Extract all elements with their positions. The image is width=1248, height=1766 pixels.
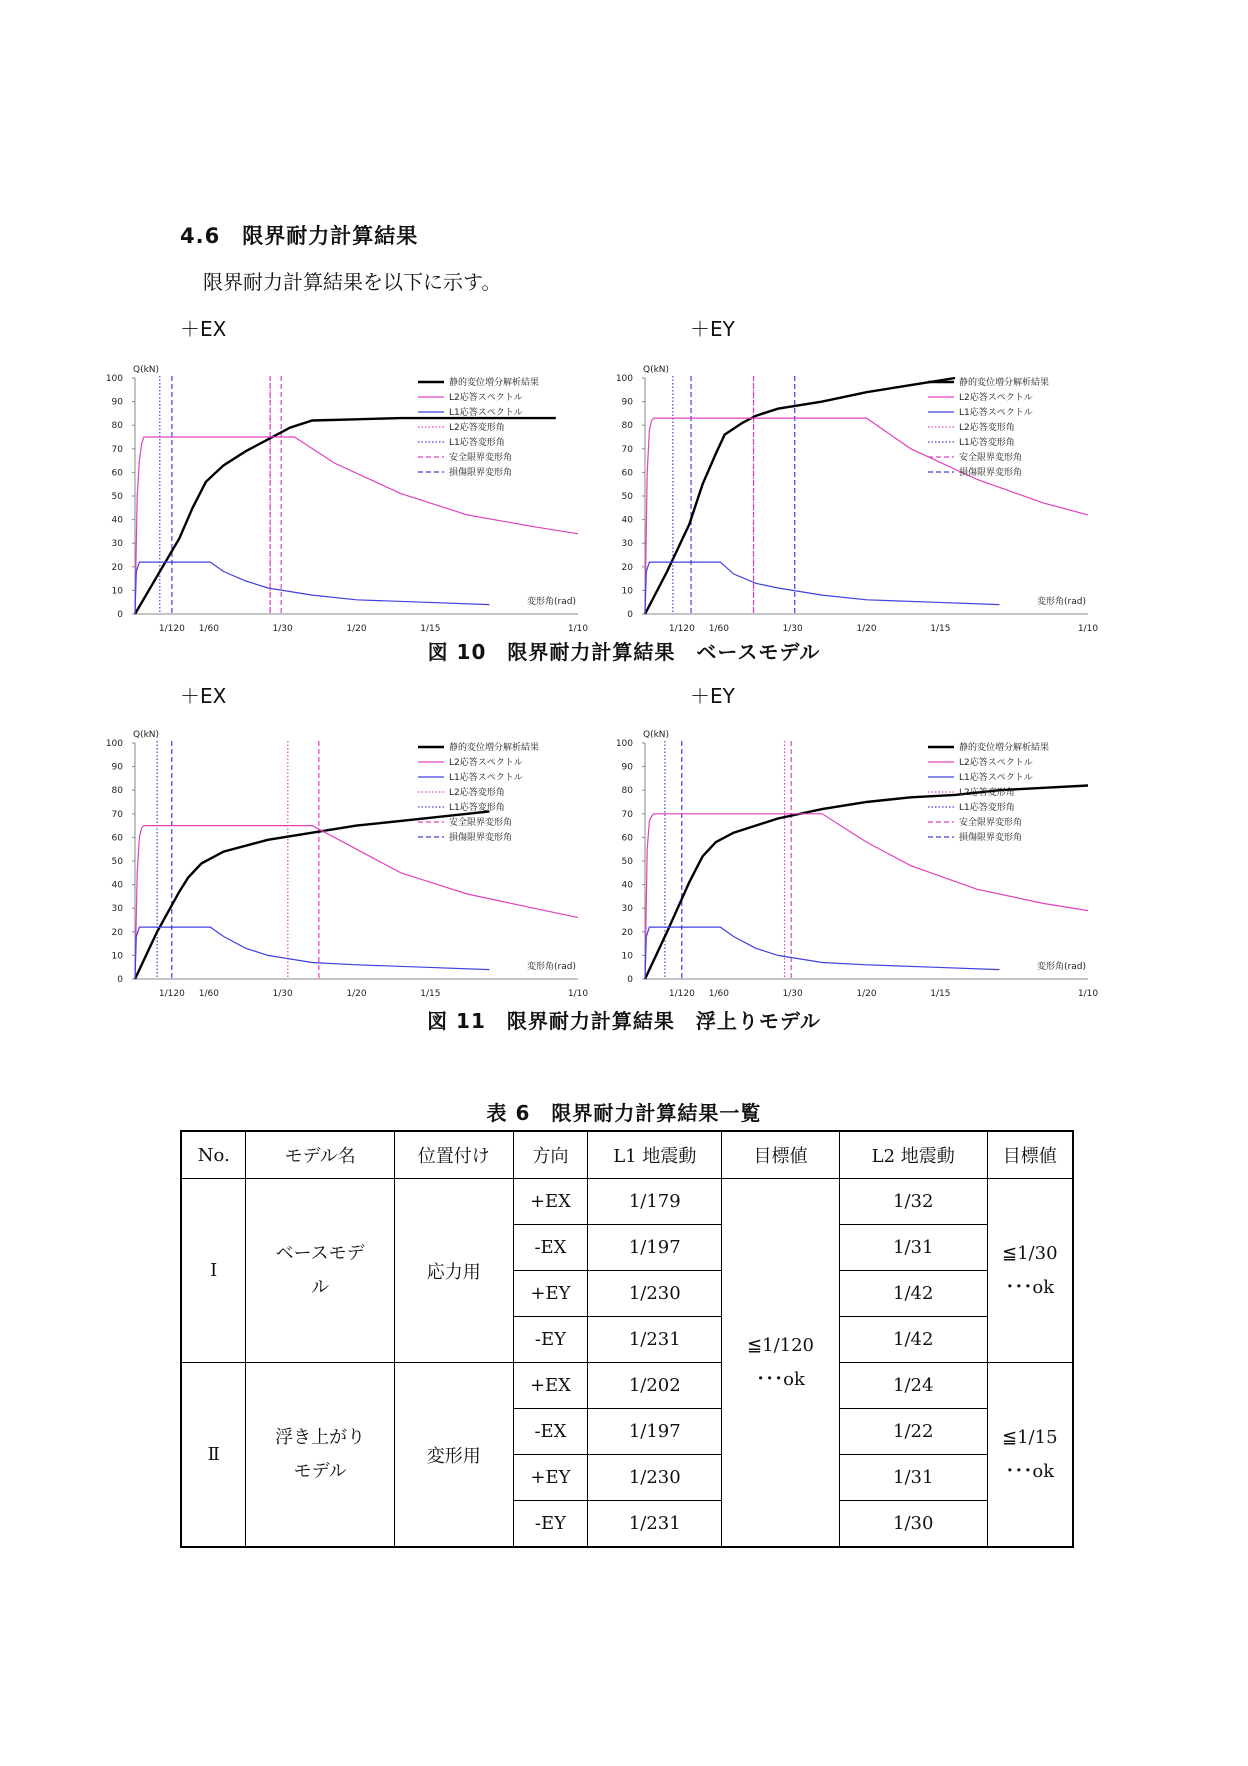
legend-label: 静的変位増分解析結果 bbox=[959, 743, 1050, 753]
target-line: ≦1/15 bbox=[1002, 1426, 1058, 1448]
x-tick-label: 1/30 bbox=[272, 624, 293, 634]
x-tick-label: 1/30 bbox=[782, 989, 803, 999]
legend-label: 静的変位増分解析結果 bbox=[449, 743, 540, 753]
model-no: Ⅱ bbox=[181, 1363, 246, 1548]
y-tick-label: 60 bbox=[111, 833, 123, 844]
table-row bbox=[181, 1179, 1073, 1225]
x-tick-label: 1/120 bbox=[158, 624, 185, 634]
chart-svg bbox=[610, 715, 1099, 1015]
legend-label: L2応答スペクトル bbox=[449, 393, 523, 403]
legend-label: 損傷限界変形角 bbox=[959, 468, 1023, 478]
l1-cell: 1/230 bbox=[588, 1455, 722, 1501]
x-tick-label: 1/10 bbox=[1077, 989, 1099, 999]
x-tick-label: 1/20 bbox=[856, 989, 877, 999]
series-line bbox=[645, 786, 1088, 980]
x-axis-title: 変形角(rad) bbox=[527, 962, 576, 972]
x-tick-label: 1/120 bbox=[668, 624, 695, 634]
legend-label: L2応答変形角 bbox=[959, 423, 1015, 433]
y-axis-title: Q(kN) bbox=[133, 365, 160, 375]
l2-target bbox=[987, 1179, 1073, 1363]
y-tick-label: 20 bbox=[111, 927, 123, 938]
header-cell: No. bbox=[181, 1131, 246, 1179]
x-tick-label: 1/60 bbox=[708, 624, 729, 634]
y-tick-label: 0 bbox=[117, 975, 123, 985]
chart-svg bbox=[100, 715, 589, 1015]
model-role: 変形用 bbox=[394, 1363, 513, 1548]
legend-label: L2応答変形角 bbox=[959, 788, 1015, 798]
y-tick-label: 70 bbox=[111, 444, 123, 455]
legend-label: 損傷限界変形角 bbox=[959, 833, 1023, 843]
intro-text: 限界耐力計算結果を以下に示す。 bbox=[203, 270, 502, 294]
l1-cell: 1/197 bbox=[588, 1225, 722, 1271]
x-tick-label: 1/60 bbox=[708, 989, 729, 999]
x-tick-label: 1/20 bbox=[856, 624, 877, 634]
direction-label: ＋EY bbox=[690, 317, 735, 341]
y-tick-label: 80 bbox=[621, 421, 633, 432]
series-line bbox=[135, 826, 578, 979]
x-tick-label: 1/20 bbox=[346, 989, 367, 999]
y-tick-label: 0 bbox=[627, 610, 633, 620]
model-name-line: ル bbox=[311, 1276, 330, 1298]
target-line: ≦1/30 bbox=[1002, 1242, 1058, 1264]
y-tick-label: 80 bbox=[621, 786, 633, 797]
x-tick-label: 1/20 bbox=[346, 624, 367, 634]
y-tick-label: 20 bbox=[111, 562, 123, 573]
y-tick-label: 40 bbox=[111, 880, 123, 891]
model-name-line: ベースモデ bbox=[275, 1242, 365, 1264]
header-cell: L2 地震動 bbox=[839, 1131, 987, 1179]
header-cell: 目標値 bbox=[722, 1131, 840, 1179]
l1-cell: 1/231 bbox=[588, 1501, 722, 1548]
l1-cell: 1/197 bbox=[588, 1409, 722, 1455]
y-tick-label: 30 bbox=[621, 539, 633, 550]
legend-label: L1応答変形角 bbox=[449, 803, 505, 813]
l2-cell: 1/31 bbox=[839, 1455, 987, 1501]
y-axis-title: Q(kN) bbox=[643, 730, 670, 740]
l2-cell: 1/22 bbox=[839, 1409, 987, 1455]
y-tick-label: 40 bbox=[621, 515, 633, 526]
y-tick-label: 10 bbox=[621, 951, 633, 962]
y-tick-label: 70 bbox=[621, 809, 633, 820]
y-tick-label: 30 bbox=[111, 539, 123, 550]
l2-target bbox=[987, 1363, 1073, 1548]
header-cell: 位置付け bbox=[394, 1131, 513, 1179]
y-tick-label: 40 bbox=[111, 515, 123, 526]
header-cell: 目標値 bbox=[987, 1131, 1073, 1179]
target-line: ≦1/120 bbox=[747, 1334, 815, 1356]
table-caption: 表 6 限界耐力計算結果一覧 bbox=[486, 1101, 762, 1125]
chart-uplift-ex bbox=[100, 715, 589, 1015]
legend-label: L2応答変形角 bbox=[449, 423, 505, 433]
l2-cell: 1/24 bbox=[839, 1363, 987, 1409]
legend-label: L1応答スペクトル bbox=[959, 773, 1033, 783]
y-tick-label: 10 bbox=[621, 586, 633, 597]
legend-label: 安全限界変形角 bbox=[959, 818, 1023, 828]
direction-cell: -EY bbox=[513, 1317, 588, 1363]
l1-cell: 1/231 bbox=[588, 1317, 722, 1363]
y-tick-label: 50 bbox=[111, 492, 123, 502]
legend-label: 静的変位増分解析結果 bbox=[449, 378, 540, 388]
model-name-line: 浮き上がり bbox=[275, 1426, 366, 1448]
legend-label: L2応答スペクトル bbox=[959, 758, 1033, 768]
l2-cell: 1/30 bbox=[839, 1501, 987, 1548]
l2-cell: 1/42 bbox=[839, 1317, 987, 1363]
legend-label: 安全限界変形角 bbox=[449, 818, 513, 828]
target-line: ･･･ok bbox=[1005, 1460, 1055, 1482]
x-tick-label: 1/10 bbox=[567, 624, 589, 634]
y-tick-label: 100 bbox=[615, 374, 633, 384]
direction-cell: -EY bbox=[513, 1501, 588, 1548]
results-table bbox=[180, 1130, 1074, 1548]
chart-uplift-ey bbox=[610, 715, 1099, 1015]
x-axis-title: 変形角(rad) bbox=[1037, 962, 1086, 972]
direction-cell: -EX bbox=[513, 1409, 588, 1455]
x-tick-label: 1/120 bbox=[668, 989, 695, 999]
y-tick-label: 60 bbox=[111, 468, 123, 479]
legend-label: 損傷限界変形角 bbox=[449, 833, 513, 843]
y-tick-label: 90 bbox=[621, 397, 633, 408]
legend-label: L1応答変形角 bbox=[959, 438, 1015, 448]
chart-svg bbox=[610, 350, 1099, 650]
chart-svg bbox=[100, 350, 589, 650]
x-tick-label: 1/10 bbox=[1077, 624, 1099, 634]
y-tick-label: 100 bbox=[105, 374, 123, 384]
y-tick-label: 0 bbox=[117, 610, 123, 620]
x-axis-title: 変形角(rad) bbox=[527, 597, 576, 607]
series-line bbox=[645, 927, 999, 979]
y-axis-title: Q(kN) bbox=[133, 730, 160, 740]
l1-target bbox=[722, 1179, 840, 1548]
l2-cell: 1/32 bbox=[839, 1179, 987, 1225]
y-tick-label: 40 bbox=[621, 880, 633, 891]
legend-label: 安全限界変形角 bbox=[449, 453, 513, 463]
x-tick-label: 1/30 bbox=[782, 624, 803, 634]
table-row bbox=[181, 1363, 1073, 1409]
legend-label: L1応答変形角 bbox=[959, 803, 1015, 813]
model-name-line: モデル bbox=[293, 1460, 347, 1482]
series-line bbox=[135, 437, 578, 614]
figure-caption: 図 11 限界耐力計算結果 浮上りモデル bbox=[427, 1009, 821, 1033]
y-tick-label: 50 bbox=[621, 492, 633, 502]
y-tick-label: 80 bbox=[111, 786, 123, 797]
legend-label: L1応答スペクトル bbox=[449, 408, 523, 418]
y-tick-label: 100 bbox=[615, 739, 633, 749]
y-tick-label: 30 bbox=[111, 904, 123, 915]
y-tick-label: 50 bbox=[621, 857, 633, 867]
x-tick-label: 1/60 bbox=[198, 989, 219, 999]
l1-cell: 1/230 bbox=[588, 1271, 722, 1317]
figure-caption: 図 10 限界耐力計算結果 ベースモデル bbox=[427, 640, 821, 664]
y-tick-label: 50 bbox=[111, 857, 123, 867]
series-line bbox=[135, 562, 489, 614]
series-line bbox=[645, 418, 1088, 614]
x-tick-label: 1/120 bbox=[158, 989, 185, 999]
x-tick-label: 1/15 bbox=[930, 624, 951, 634]
y-tick-label: 90 bbox=[621, 762, 633, 773]
y-tick-label: 10 bbox=[111, 586, 123, 597]
target-line: ･･･ok bbox=[756, 1368, 805, 1390]
direction-label: ＋EX bbox=[180, 317, 227, 341]
model-name bbox=[246, 1363, 395, 1548]
legend-label: 安全限界変形角 bbox=[959, 453, 1023, 463]
direction-cell: +EY bbox=[513, 1455, 588, 1501]
y-axis-title: Q(kN) bbox=[643, 365, 670, 375]
x-tick-label: 1/15 bbox=[420, 989, 441, 999]
direction-cell: +EX bbox=[513, 1363, 588, 1409]
x-tick-label: 1/30 bbox=[272, 989, 293, 999]
y-tick-label: 0 bbox=[627, 975, 633, 985]
direction-cell: -EX bbox=[513, 1225, 588, 1271]
series-line bbox=[135, 927, 489, 979]
y-tick-label: 60 bbox=[621, 833, 633, 844]
y-tick-label: 80 bbox=[111, 421, 123, 432]
y-tick-label: 70 bbox=[111, 809, 123, 820]
x-tick-label: 1/10 bbox=[567, 989, 589, 999]
table-header-row bbox=[181, 1131, 1073, 1179]
header-cell: 方向 bbox=[513, 1131, 588, 1179]
l1-cell: 1/179 bbox=[588, 1179, 722, 1225]
direction-cell: +EX bbox=[513, 1179, 588, 1225]
l2-cell: 1/42 bbox=[839, 1271, 987, 1317]
direction-label: ＋EX bbox=[180, 684, 227, 708]
legend-label: L2応答スペクトル bbox=[449, 758, 523, 768]
legend-label: L2応答スペクトル bbox=[959, 393, 1033, 403]
chart-base-ex bbox=[100, 350, 589, 650]
model-role: 応力用 bbox=[394, 1179, 513, 1363]
y-tick-label: 100 bbox=[105, 739, 123, 749]
chart-base-ey bbox=[610, 350, 1099, 650]
header-cell: L1 地震動 bbox=[588, 1131, 722, 1179]
x-tick-label: 1/15 bbox=[420, 624, 441, 634]
section-heading: 4.6 限界耐力計算結果 bbox=[180, 224, 419, 248]
model-name bbox=[246, 1179, 395, 1363]
y-tick-label: 60 bbox=[621, 468, 633, 479]
series-line bbox=[645, 562, 999, 614]
y-tick-label: 90 bbox=[111, 397, 123, 408]
legend-label: L2応答変形角 bbox=[449, 788, 505, 798]
model-no: Ⅰ bbox=[181, 1179, 246, 1363]
y-tick-label: 90 bbox=[111, 762, 123, 773]
y-tick-label: 10 bbox=[111, 951, 123, 962]
x-axis-title: 変形角(rad) bbox=[1037, 597, 1086, 607]
y-tick-label: 20 bbox=[621, 927, 633, 938]
legend-label: L1応答変形角 bbox=[449, 438, 505, 448]
y-tick-label: 30 bbox=[621, 904, 633, 915]
l1-cell: 1/202 bbox=[588, 1363, 722, 1409]
legend-label: 静的変位増分解析結果 bbox=[959, 378, 1050, 388]
y-tick-label: 20 bbox=[621, 562, 633, 573]
direction-label: ＋EY bbox=[690, 684, 735, 708]
x-tick-label: 1/15 bbox=[930, 989, 951, 999]
target-line: ･･･ok bbox=[1005, 1276, 1055, 1298]
legend-label: L1応答スペクトル bbox=[449, 773, 523, 783]
y-tick-label: 70 bbox=[621, 444, 633, 455]
legend-label: L1応答スペクトル bbox=[959, 408, 1033, 418]
l2-cell: 1/31 bbox=[839, 1225, 987, 1271]
header-cell: モデル名 bbox=[246, 1131, 395, 1179]
direction-cell: +EY bbox=[513, 1271, 588, 1317]
x-tick-label: 1/60 bbox=[198, 624, 219, 634]
legend-label: 損傷限界変形角 bbox=[449, 468, 513, 478]
